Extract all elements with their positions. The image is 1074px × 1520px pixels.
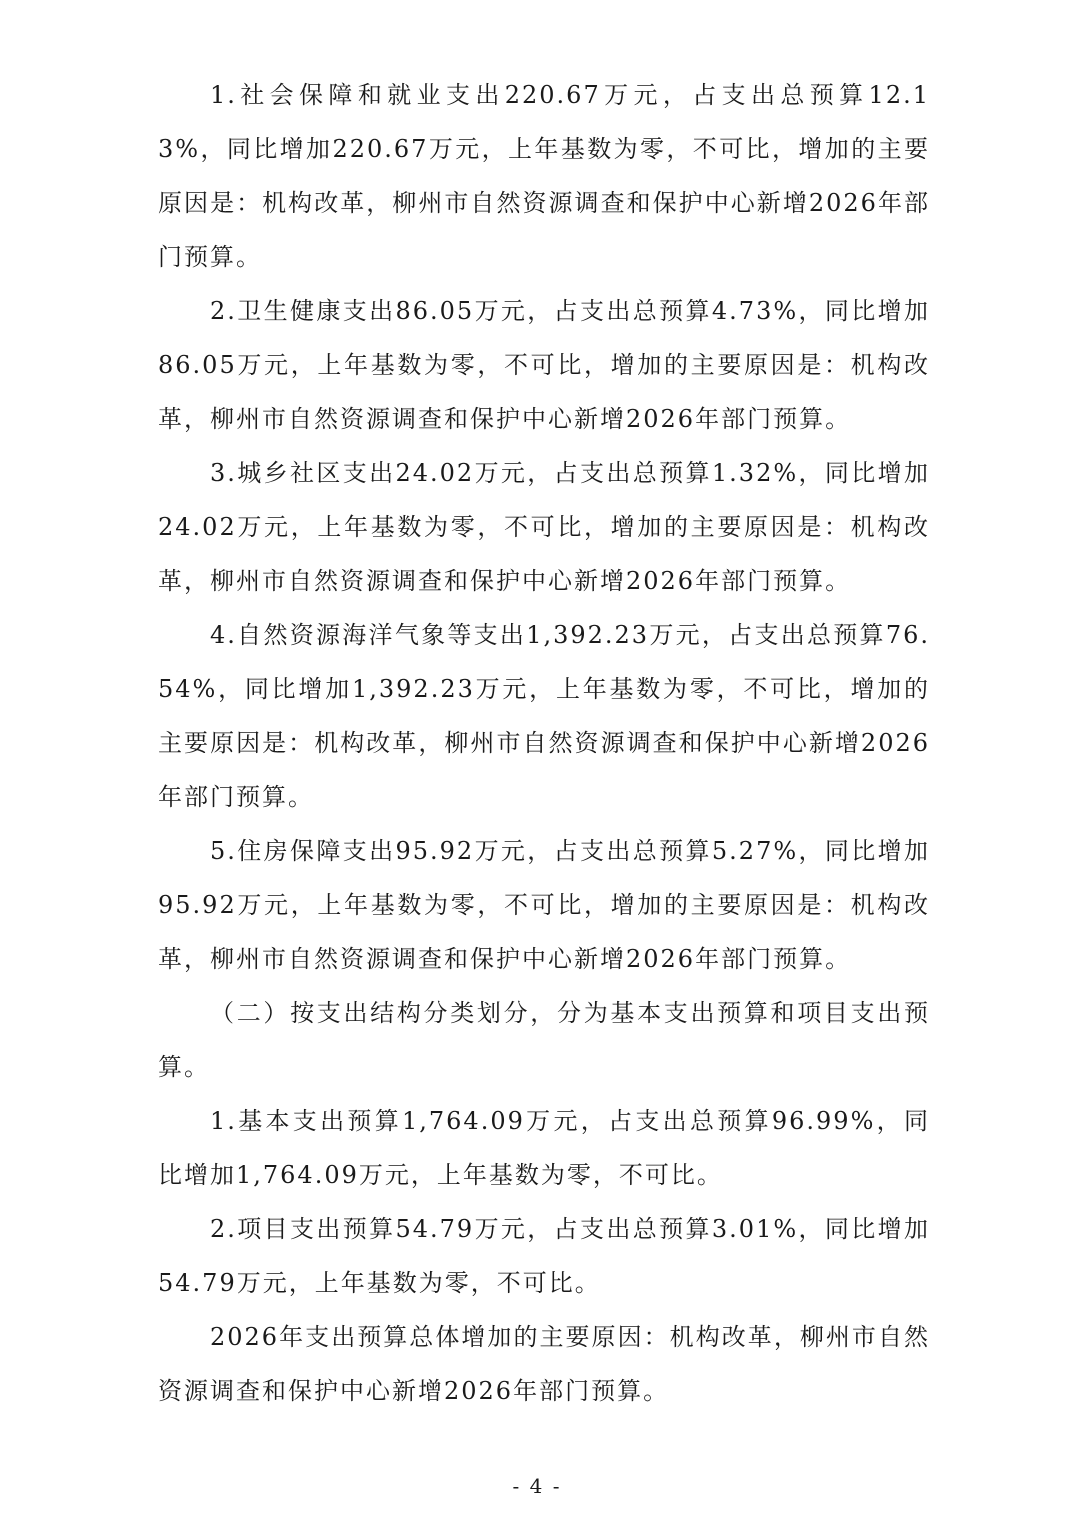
paragraph-basic-expense: 1.基本支出预算1,764.09万元，占支出总预算96.99%，同比增加1,764.09万元，上年基数为零，不可比。 [158, 1107, 930, 1189]
paragraph-project-expense: 2.项目支出预算54.79万元，占支出总预算3.01%，同比增加54.79万元，上年基数为零，不可比。 [158, 1215, 930, 1297]
body-text [158, 68, 930, 1418]
paragraph-urban-rural-expense: 3.城乡社区支出24.02万元，占支出总预算1.32%，同比增加24.02万元，上年基数为零，不可比，增加的主要原因是：机构改革，柳州市自然资源调查和保护中心新增2026年部门预算。 [158, 459, 930, 595]
paragraph-natural-resources-expense: 4.自然资源海洋气象等支出1,392.23万元，占支出总预算76.54%，同比增加1,392.23万元，上年基数为零，不可比，增加的主要原因是：机构改革，柳州市自然资源调查和保护中心新增2026年部门预算。 [158, 621, 930, 811]
section-heading-expense-structure: （二）按支出结构分类划分，分为基本支出预算和项目支出预算。 [158, 999, 930, 1081]
paragraph-health-expense: 2.卫生健康支出86.05万元，占支出总预算4.73%，同比增加86.05万元，上年基数为零，不可比，增加的主要原因是：机构改革，柳州市自然资源调查和保护中心新增2026年部门预算。 [158, 297, 930, 433]
paragraph-housing-expense: 5.住房保障支出95.92万元，占支出总预算5.27%，同比增加95.92万元，上年基数为零，不可比，增加的主要原因是：机构改革，柳州市自然资源调查和保护中心新增2026年部门预算。 [158, 837, 930, 973]
paragraph-social-security-expense: 1.社会保障和就业支出220.67万元，占支出总预算12.13%，同比增加220.67万元，上年基数为零，不可比，增加的主要原因是：机构改革，柳州市自然资源调查和保护中心新增2026年部门预算。 [158, 81, 930, 271]
paragraph-overall-increase-reason: 2026年支出预算总体增加的主要原因：机构改革，柳州市自然资源调查和保护中心新增2026年部门预算。 [158, 1323, 930, 1405]
page-number: - 4 - [512, 1474, 562, 1498]
